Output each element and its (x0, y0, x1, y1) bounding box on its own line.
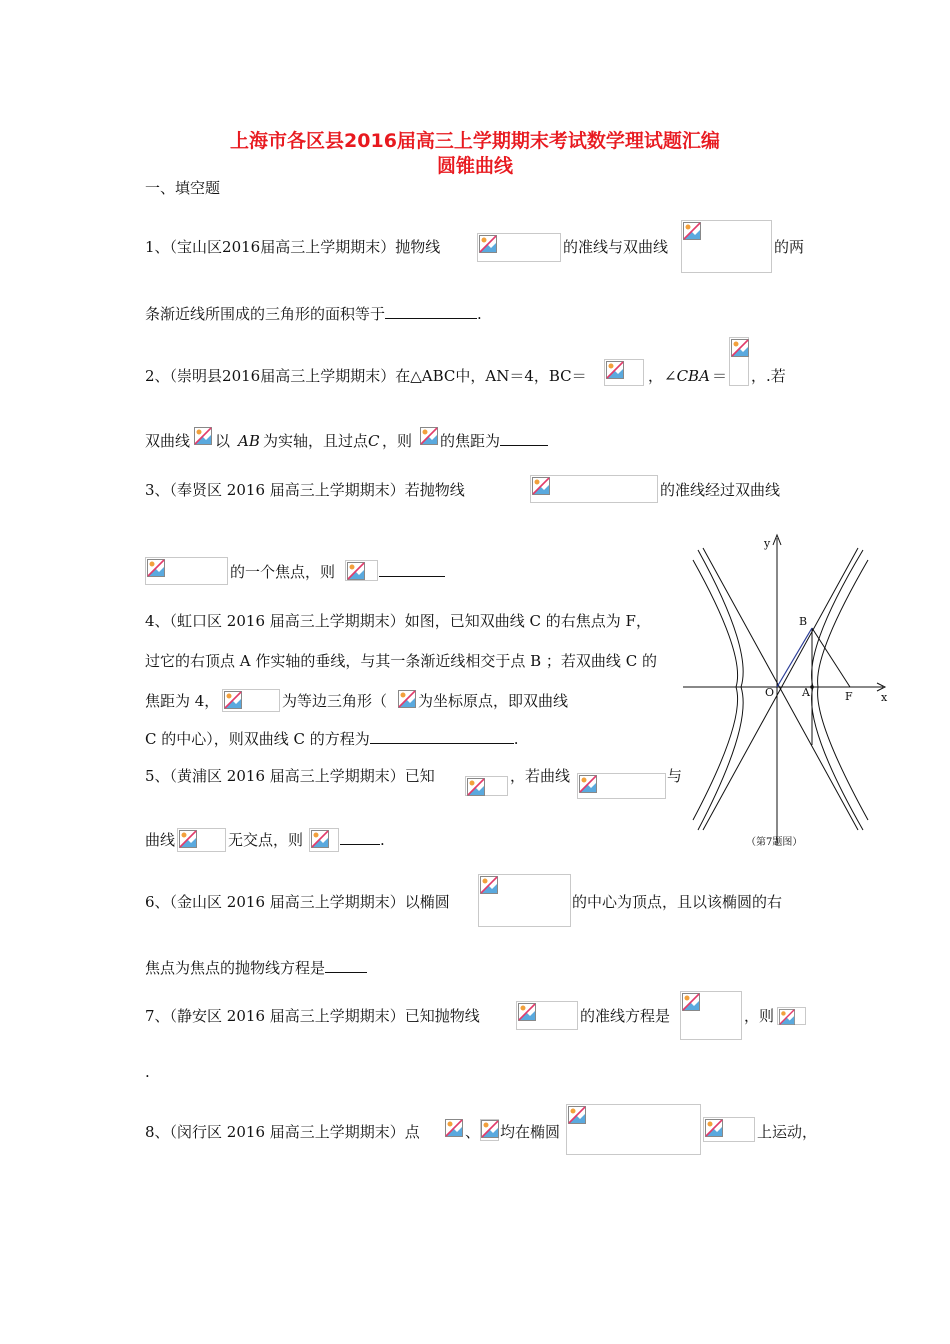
q6-text-b: 的中心为顶点，且以该椭圆的右 (572, 893, 783, 911)
formula-image (480, 1119, 499, 1141)
q4-text-f (145, 729, 519, 749)
formula-image (530, 475, 658, 503)
page-title: 上海市各区县2016届高三上学期期末考试数学理试题汇编 (230, 130, 720, 152)
formula-image (465, 776, 508, 796)
broken-image-icon (420, 427, 438, 445)
answer-blank-q5 (340, 830, 385, 850)
answer-blank (379, 562, 445, 577)
label-y: y (764, 537, 771, 550)
figure-caption: （第7题图） (746, 837, 803, 848)
formula-image (420, 427, 440, 447)
label-o: O (765, 686, 775, 699)
formula-image (681, 220, 772, 273)
answer-blank (500, 431, 548, 446)
formula-image (680, 991, 742, 1040)
formula-image (478, 874, 571, 927)
broken-image-icon (147, 559, 165, 577)
q6-text-c (145, 958, 367, 978)
broken-image-icon (347, 562, 365, 580)
formula-image (445, 1119, 465, 1139)
broken-image-icon (683, 222, 701, 240)
broken-image-icon (311, 830, 329, 848)
broken-image-icon (779, 1009, 795, 1025)
answer-blank-q3 (379, 562, 445, 582)
formula-image (194, 427, 214, 447)
label-f: F (845, 690, 853, 703)
q2-text-f: 为实轴，且过点 (263, 432, 369, 450)
formula-image (777, 1007, 806, 1025)
q3-text-c: 的一个焦点，则 (230, 563, 336, 581)
broken-image-icon (479, 235, 497, 253)
q6-text-a: 6、（金山区 2016 届高三上学期期末）以椭圆 (145, 893, 450, 911)
broken-image-icon (532, 477, 550, 495)
q5-text-c: 与 (667, 767, 683, 785)
broken-image-icon (579, 775, 597, 793)
q3-text-b: 的准线经过双曲线 (660, 481, 781, 499)
formula-image (398, 690, 418, 710)
q3-text-a: 3、（奉贤区 2016 届高三上学期期末）若抛物线 (145, 481, 465, 499)
q1-text-b: 的准线与双曲线 (563, 238, 669, 256)
broken-image-icon (481, 1120, 499, 1138)
label-x: x (881, 691, 888, 704)
q2-text-g: ，则 (382, 432, 413, 450)
q4-text-d: 为等边三角形（ (282, 692, 388, 710)
formula-image (604, 359, 644, 386)
q8-text-d: 上运动， (757, 1123, 818, 1141)
broken-image-icon (518, 1003, 536, 1021)
q7-text-a: 7、（静安区 2016 届高三上学期期末）已知抛物线 (145, 1007, 480, 1025)
answer-blank (340, 830, 380, 845)
q2-text-d: 双曲线 (145, 432, 191, 450)
q1-text-d (145, 304, 482, 324)
q7-text-d: . (145, 1063, 150, 1081)
q1-text-a: 1、（宝山区2016届高三上学期期末）抛物线 (145, 238, 441, 256)
hyperbola-right-branch-outer (818, 560, 868, 820)
q5-text-a: 5、（黄浦区 2016 届高三上学期期末）已知 (145, 767, 435, 785)
formula-image (477, 233, 561, 262)
label-a: A (802, 686, 810, 699)
q2-text-h-label: 的焦距为 (440, 432, 501, 450)
answer-blank (325, 958, 367, 973)
broken-image-icon (224, 691, 242, 709)
section-heading: 一、填空题 (145, 179, 221, 197)
q5-text-d: 曲线 (145, 831, 176, 849)
formula-image (516, 1001, 578, 1030)
q8-text-a: 8、（闵行区 2016 届高三上学期期末）点 (145, 1123, 420, 1141)
q1-text-e: . (477, 305, 482, 323)
q4-text-b: 过它的右顶点 A 作实轴的垂线，与其一条渐近线相交于点 B ；若双曲线 C 的 (145, 652, 657, 670)
formula-image (566, 1104, 701, 1155)
broken-image-icon (480, 876, 498, 894)
q4-text-a: 4、（虹口区 2016 届高三上学期期末）如图，已知双曲线 C 的右焦点为 F， (145, 612, 651, 630)
q7-text-b: 的准线方程是 (580, 1007, 671, 1025)
formula-image (309, 828, 339, 852)
q4-text-f-label: C 的中心），则双曲线 C 的方程为 (145, 730, 370, 748)
q2-ab: AB (238, 432, 260, 450)
hyperbola-figure (678, 530, 893, 855)
broken-image-icon (398, 690, 416, 708)
q6-text-c-label: 焦点为焦点的抛物线方程是 (145, 959, 326, 977)
formula-image (345, 560, 378, 581)
broken-image-icon (445, 1119, 463, 1137)
broken-image-icon (467, 778, 485, 796)
formula-image (703, 1117, 755, 1142)
point-a (810, 685, 814, 689)
formula-image (222, 689, 280, 712)
q4-text-g: . (513, 730, 519, 748)
q8-text-c: 均在椭圆 (500, 1123, 561, 1141)
broken-image-icon (568, 1106, 586, 1124)
hyperbola-right-branch (812, 550, 863, 830)
q4-text-e: 为坐标原点，即双曲线 (418, 692, 569, 710)
formula-image (177, 828, 226, 852)
broken-image-icon (682, 993, 700, 1011)
broken-image-icon (606, 361, 624, 379)
q1-text-d-label: 条渐近线所围成的三角形的面积等于 (145, 305, 386, 323)
broken-image-icon (194, 427, 212, 445)
q2-text-a: 2、（崇明县2016届高三上学期期末）在△ABC中，AN＝4，BC＝ (145, 367, 587, 385)
q8-text-b: 、 (465, 1123, 481, 1141)
formula-image (729, 337, 749, 386)
q7-text-c: ，则 (744, 1007, 775, 1025)
q2-angle: ∠CBA (664, 367, 710, 385)
broken-image-icon (705, 1119, 723, 1137)
q2-eq: ＝ (712, 367, 728, 385)
q2-point-c: C (368, 432, 380, 450)
q1-text-c: 的两 (774, 238, 805, 256)
q4-text-c: 焦距为 4， (145, 692, 220, 710)
broken-image-icon (179, 830, 197, 848)
page-subtitle: 圆锥曲线 (436, 155, 513, 177)
q5-text-b: ，若曲线 (510, 767, 571, 785)
q2-text-e: 以 (215, 432, 231, 450)
q2-text-b: ， (648, 367, 664, 385)
label-b: B (799, 615, 808, 628)
segment-ob (777, 628, 812, 687)
broken-image-icon (731, 339, 749, 357)
q2-text-c: ，.若 (751, 367, 786, 385)
q2-text-h (440, 431, 548, 451)
answer-blank (370, 729, 514, 744)
q5-text-f: . (380, 831, 385, 849)
answer-blank (385, 304, 477, 319)
q5-text-e: 无交点，则 (228, 831, 304, 849)
formula-image (577, 773, 666, 799)
formula-image (145, 557, 228, 585)
